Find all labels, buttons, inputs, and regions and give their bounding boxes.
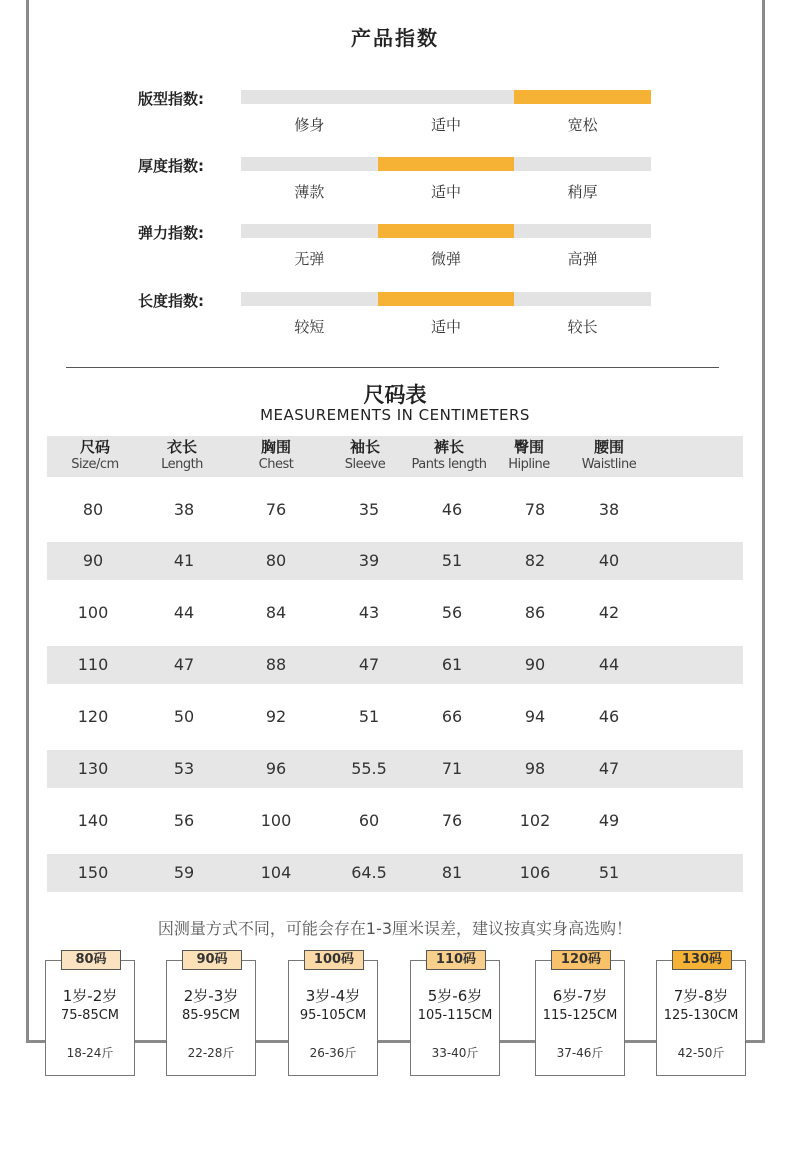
size-badge: 90码 xyxy=(182,950,242,970)
age-range: 5岁-6岁 xyxy=(427,987,483,1005)
header-en: Size/cm xyxy=(71,457,119,472)
header-waistline xyxy=(559,439,659,473)
table-cell: 46 xyxy=(598,707,620,726)
table-cell: 56 xyxy=(173,811,195,830)
table-cell: 49 xyxy=(598,811,620,830)
age-range: 7岁-8岁 xyxy=(673,987,729,1005)
table-cell: 78 xyxy=(524,499,546,519)
table-cell: 120 xyxy=(77,707,109,726)
header-zh: 裤长 xyxy=(433,438,464,456)
measurement-note: 因测量方式不同，可能会存在1-3厘米误差，建议按真实身高选购！ xyxy=(157,919,633,938)
table-cell: 76 xyxy=(441,811,463,830)
header-zh: 腰围 xyxy=(593,438,624,456)
index-label: 长度指数: xyxy=(138,292,204,310)
header-en: Hipline xyxy=(508,457,550,472)
table-cell: 46 xyxy=(441,499,463,519)
index-options xyxy=(241,181,651,202)
table-cell: 110 xyxy=(77,655,109,674)
table-cell: 50 xyxy=(173,707,195,726)
table-cell: 81 xyxy=(441,863,463,882)
index-option: 无弹 xyxy=(294,250,325,268)
product-index-title: 产品指数 xyxy=(351,26,439,50)
table-cell: 43 xyxy=(358,603,380,622)
index-option: 适中 xyxy=(431,116,462,134)
age-range: 1岁-2岁 xyxy=(62,987,118,1005)
index-segment xyxy=(241,90,378,104)
table-cell: 35 xyxy=(358,499,380,519)
index-option: 薄款 xyxy=(294,183,325,201)
size-badge: 130码 xyxy=(672,950,732,970)
table-cell: 56 xyxy=(441,603,463,622)
size-card xyxy=(45,952,135,1076)
index-row-length xyxy=(0,292,790,352)
index-options xyxy=(241,114,651,135)
table-cell: 94 xyxy=(524,707,546,726)
header-en: Waistline xyxy=(581,457,637,472)
index-segment xyxy=(241,157,378,171)
table-cell: 42 xyxy=(598,603,620,622)
table-cell: 39 xyxy=(358,551,380,570)
table-cell: 80 xyxy=(265,551,287,570)
section-divider xyxy=(66,367,719,368)
table-cell: 53 xyxy=(173,759,195,778)
table-cell: 90 xyxy=(524,655,546,674)
size-card xyxy=(535,952,625,1076)
header-zh: 尺码 xyxy=(79,438,110,456)
index-option: 较短 xyxy=(294,318,325,336)
size-badge: 100码 xyxy=(304,950,364,970)
table-cell: 38 xyxy=(173,499,195,519)
age-range: 2岁-3岁 xyxy=(183,987,239,1005)
table-cell: 44 xyxy=(598,655,620,674)
header-length xyxy=(132,439,232,473)
size-card xyxy=(656,952,746,1076)
size-table xyxy=(47,436,743,892)
index-label: 弹力指数: xyxy=(138,224,204,242)
weight-range: 42-50斤 xyxy=(677,1046,725,1060)
header-en: Sleeve xyxy=(344,457,386,472)
index-segment xyxy=(378,90,515,104)
index-segment xyxy=(514,90,651,104)
table-cell: 82 xyxy=(524,551,546,570)
height-range: 125-130CM xyxy=(663,1008,739,1023)
index-segment xyxy=(378,292,515,306)
table-cell: 80 xyxy=(82,499,104,519)
table-row xyxy=(47,684,743,750)
weight-range: 37-46斤 xyxy=(556,1046,604,1060)
table-cell: 59 xyxy=(173,863,195,882)
table-cell: 104 xyxy=(260,863,292,882)
size-card xyxy=(410,952,500,1076)
header-en: Length xyxy=(161,457,203,472)
height-range: 95-105CM xyxy=(299,1008,367,1023)
index-option: 稍厚 xyxy=(567,183,598,201)
header-zh: 袖长 xyxy=(349,438,380,456)
index-options xyxy=(241,316,651,337)
index-options xyxy=(241,248,651,269)
table-header xyxy=(47,436,743,477)
index-segment xyxy=(378,157,515,171)
size-badge: 120码 xyxy=(551,950,611,970)
index-segment xyxy=(514,224,651,238)
table-cell: 150 xyxy=(77,863,109,882)
table-cell: 98 xyxy=(524,759,546,778)
table-cell: 66 xyxy=(441,707,463,726)
index-option: 适中 xyxy=(431,318,462,336)
table-row xyxy=(47,542,743,580)
size-chart-title: 尺码表 xyxy=(363,383,427,407)
table-cell: 86 xyxy=(524,603,546,622)
size-badge: 80码 xyxy=(61,950,121,970)
table-cell: 51 xyxy=(441,551,463,570)
table-cell: 71 xyxy=(441,759,463,778)
weight-range: 26-36斤 xyxy=(309,1046,357,1060)
index-option: 微弹 xyxy=(431,250,462,268)
index-segment xyxy=(241,224,378,238)
header-size xyxy=(45,439,145,473)
index-segment xyxy=(241,292,378,306)
age-range: 6岁-7岁 xyxy=(552,987,608,1005)
table-cell: 47 xyxy=(598,759,620,778)
age-range: 3岁-4岁 xyxy=(305,987,361,1005)
index-segment xyxy=(378,224,515,238)
header-en: Pants length xyxy=(411,457,487,472)
index-option: 适中 xyxy=(431,183,462,201)
table-row xyxy=(47,580,743,646)
table-cell: 61 xyxy=(441,655,463,674)
height-range: 105-115CM xyxy=(417,1008,493,1023)
index-row-elasticity xyxy=(0,224,790,284)
table-cell: 102 xyxy=(519,811,551,830)
table-cell: 100 xyxy=(77,603,109,622)
table-cell: 60 xyxy=(358,811,380,830)
table-cell: 100 xyxy=(260,811,292,830)
table-cell: 38 xyxy=(598,499,620,519)
table-cell: 41 xyxy=(173,551,195,570)
table-cell: 55.5 xyxy=(351,759,387,778)
table-cell: 96 xyxy=(265,759,287,778)
height-range: 115-125CM xyxy=(542,1008,618,1023)
header-zh: 衣长 xyxy=(166,438,197,456)
index-bar xyxy=(241,90,651,104)
index-option: 高弹 xyxy=(567,250,598,268)
table-cell: 130 xyxy=(77,759,109,778)
table-cell: 76 xyxy=(265,499,287,519)
table-cell: 40 xyxy=(598,551,620,570)
size-badge: 110码 xyxy=(426,950,486,970)
height-range: 85-95CM xyxy=(181,1008,241,1023)
index-segment xyxy=(514,292,651,306)
table-row xyxy=(47,477,743,542)
table-cell: 88 xyxy=(265,655,287,674)
table-cell: 51 xyxy=(598,863,620,882)
header-en: Chest xyxy=(258,457,294,472)
index-segment xyxy=(514,157,651,171)
index-option: 修身 xyxy=(294,116,325,134)
height-range: 75-85CM xyxy=(60,1008,120,1023)
table-row xyxy=(47,646,743,684)
table-body xyxy=(47,477,743,892)
index-bar xyxy=(241,157,651,171)
table-cell: 47 xyxy=(358,655,380,674)
index-bar xyxy=(241,224,651,238)
weight-range: 18-24斤 xyxy=(66,1046,114,1060)
table-cell: 84 xyxy=(265,603,287,622)
table-cell: 64.5 xyxy=(351,863,387,882)
table-cell: 106 xyxy=(519,863,551,882)
index-label: 版型指数: xyxy=(138,90,204,108)
index-row-thickness xyxy=(0,157,790,217)
header-zh: 臀围 xyxy=(513,438,544,456)
table-row xyxy=(47,750,743,788)
table-row xyxy=(47,854,743,892)
index-option: 较长 xyxy=(567,318,598,336)
table-cell: 44 xyxy=(173,603,195,622)
header-chest xyxy=(226,439,326,473)
table-cell: 92 xyxy=(265,707,287,726)
index-label: 厚度指数: xyxy=(138,157,204,175)
weight-range: 33-40斤 xyxy=(431,1046,479,1060)
size-card xyxy=(166,952,256,1076)
index-option: 宽松 xyxy=(567,116,598,134)
size-card xyxy=(288,952,378,1076)
header-zh: 胸围 xyxy=(260,438,291,456)
table-cell: 140 xyxy=(77,811,109,830)
index-bar xyxy=(241,292,651,306)
weight-range: 22-28斤 xyxy=(187,1046,235,1060)
table-cell: 51 xyxy=(358,707,380,726)
table-cell: 90 xyxy=(82,551,104,570)
frame-bottom-border xyxy=(26,1040,765,1043)
size-chart-subtitle: MEASUREMENTS IN CENTIMETERS xyxy=(260,406,530,424)
table-row xyxy=(47,788,743,854)
index-row-fit xyxy=(0,90,790,150)
table-cell: 47 xyxy=(173,655,195,674)
